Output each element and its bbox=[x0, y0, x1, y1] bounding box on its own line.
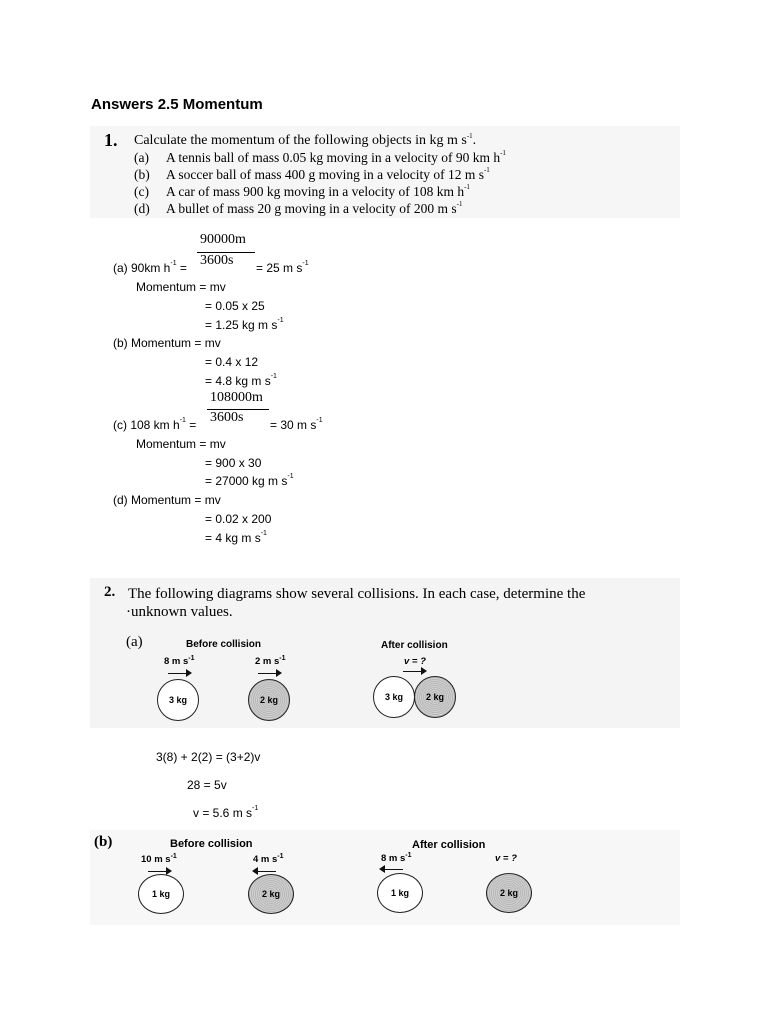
question-1-block bbox=[90, 126, 680, 218]
answer-c-line2: = 900 x 30 bbox=[205, 456, 262, 470]
answer-c-result: = 30 m $s^{-1}$ bbox=[270, 417, 323, 432]
answer-a-fraction-numerator: 90000m bbox=[200, 232, 246, 247]
working-line1: 3(8) + 2(2) = (3+2)v bbox=[156, 750, 261, 764]
part-a-label: (a) bbox=[126, 634, 143, 650]
answer-a-lead: (a) 90km $h^{-1}$ = bbox=[113, 260, 187, 275]
answer-a-fraction-denominator: 3600s bbox=[200, 253, 234, 268]
answer-c-fraction-numerator: 108000m bbox=[210, 390, 263, 405]
answer-b-line3: = 4.8 kg m $s^{-1}$ bbox=[205, 373, 277, 388]
part-b-arrow-left-2 bbox=[381, 869, 403, 870]
part-a-ball-2kg-after: 2 kg bbox=[414, 676, 456, 718]
working-line2: 28 = 5v bbox=[187, 778, 227, 792]
part-b-velocity-4: v = ? bbox=[495, 853, 517, 864]
part-a-arrow-right-2 bbox=[258, 673, 280, 674]
answer-c-lead: (c) 108 km $h^{-1}$ = bbox=[113, 417, 197, 432]
part-a-ball-2kg: 2 kg bbox=[248, 679, 290, 721]
part-a-velocity-1: 8 m $s^{-1}$ bbox=[164, 655, 195, 667]
answer-d-line1: (d) Momentum = mv bbox=[113, 493, 221, 507]
answer-d-line2: = 0.02 x 200 bbox=[205, 512, 272, 526]
answer-c-line1: Momentum = mv bbox=[136, 437, 226, 451]
question-1-item-c: (c) A car of mass 900 kg moving in a velocity of 108 km $h^{-1}$ bbox=[134, 183, 470, 199]
part-a-ball-3kg-after: 3 kg bbox=[373, 676, 415, 718]
answer-c-line3: = 27000 kg m $s^{-1}$ bbox=[205, 473, 294, 488]
part-a-ball-3kg: 3 kg bbox=[157, 679, 199, 721]
answer-a-result: = 25 m $s^{-1}$ bbox=[256, 260, 309, 275]
question-1-item-d: (d) A bullet of mass 20 g moving in a velocity of 200 m $s^{-1}$ bbox=[134, 200, 463, 216]
part-b-arrow-left-1 bbox=[254, 871, 276, 872]
answer-b-line1: (b) Momentum = mv bbox=[113, 336, 221, 350]
part-b-after-title: After collision bbox=[412, 839, 486, 851]
working-line3: v = 5.6 m $s^{-1}$ bbox=[193, 805, 259, 820]
question-1-text: Calculate the momentum of the following objects in kg m $s^{-1}$. bbox=[134, 132, 477, 148]
answer-a-line3: = 1.25 kg m $s^{-1}$ bbox=[205, 317, 284, 332]
answer-c-fraction-denominator: 3600s bbox=[210, 410, 244, 425]
question-2-text-line1: The following diagrams show several collisions. In each case, determine the bbox=[128, 586, 586, 602]
page-title: Answers 2.5 Momentum bbox=[91, 96, 263, 113]
answer-a-line1: Momentum = mv bbox=[136, 280, 226, 294]
part-b-ball-2kg-after: 2 kg bbox=[486, 873, 532, 913]
answer-b-line2: = 0.4 x 12 bbox=[205, 355, 259, 369]
part-a-before-title: Before collision bbox=[186, 639, 262, 650]
question-1-item-a: (a) A tennis ball of mass 0.05 kg moving in a velocity of 90 km $h^{-1}$ bbox=[134, 149, 506, 165]
part-b-ball-2kg: 2 kg bbox=[248, 874, 294, 914]
part-b-label: (b) bbox=[94, 834, 113, 850]
part-b-ball-1kg: 1 kg bbox=[138, 874, 184, 914]
part-b-ball-1kg-after: 1 kg bbox=[377, 873, 423, 913]
part-a-arrow-right-after bbox=[403, 671, 425, 672]
answer-a-line2: = 0.05 x 25 bbox=[205, 299, 265, 313]
question-2-number: 2. bbox=[104, 584, 116, 600]
question-2-text-line2: ·unknown values. bbox=[126, 604, 233, 620]
question-1-item-b: (b) A soccer ball of mass 400 g moving in a velocity of 12 m $s^{-1}$ bbox=[134, 166, 490, 182]
part-b-arrow-right bbox=[148, 871, 170, 872]
part-a-velocity-after: v = ? bbox=[404, 656, 426, 667]
part-a-after-title: After collision bbox=[381, 640, 448, 651]
answer-d-line3: = 4 kg m $s^{-1}$ bbox=[205, 530, 267, 545]
part-a-arrow-right-1 bbox=[168, 673, 190, 674]
part-b-velocity-3: 8 m $s^{-1}$ bbox=[381, 852, 412, 864]
part-a-velocity-2: 2 m $s^{-1}$ bbox=[255, 655, 286, 667]
question-1-number: 1. bbox=[104, 130, 118, 150]
part-b-velocity-1: 10 m $s^{-1}$ bbox=[141, 853, 177, 865]
part-b-velocity-2: 4 m $s^{-1}$ bbox=[253, 853, 284, 865]
part-b-before-title: Before collision bbox=[170, 838, 253, 850]
